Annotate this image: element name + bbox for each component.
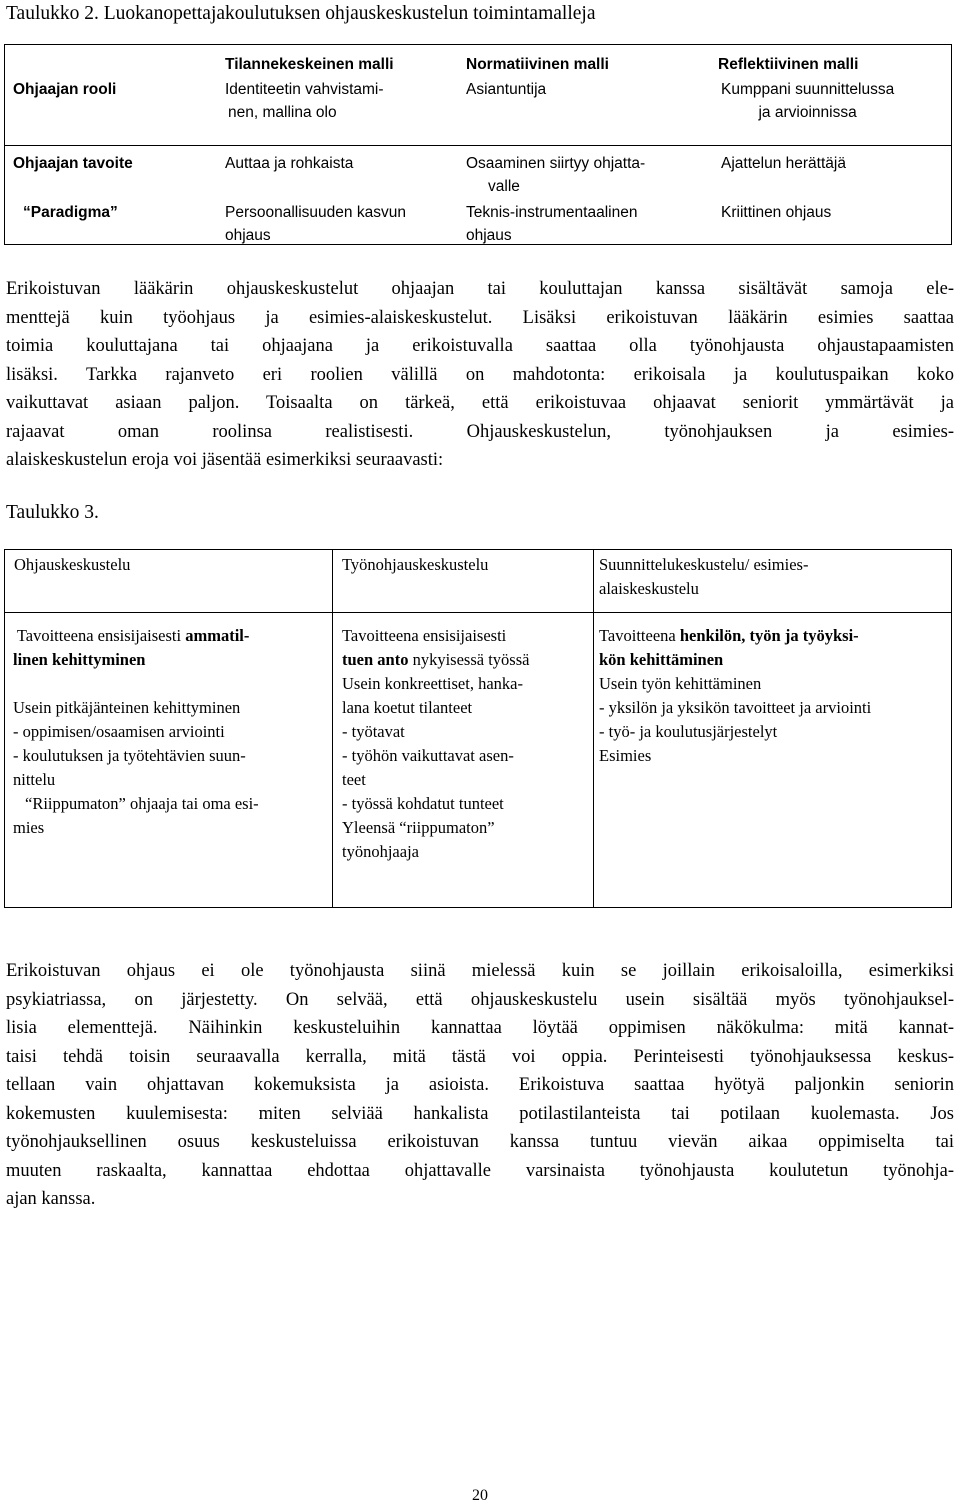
table-3-col-planning: Tavoitteena henkilön, työn ja työyksi- kön kehittäminen Usein työn kehittäminen - yksilön ja yksikön tavoitteet ja arviointi - työ- ja koulutusjärjestelyt Esimies	[599, 624, 949, 768]
page-number: 20	[472, 1487, 488, 1504]
table-divider	[5, 145, 951, 146]
table-divider	[332, 550, 333, 907]
spacer	[13, 672, 325, 696]
text-line: tuen anto nykyisessä työssä	[342, 650, 530, 669]
table-cell: Kriittinen ohjaus	[721, 204, 832, 221]
table-cell: Ajattelun herättäjä	[721, 155, 846, 172]
body-paragraph: Erikoistuvan ohjaus ei ole työnohjausta siinä mielessä kuin se joillain erikoisaloilla, esimerkiksi psykiatriassa, on järjestetty. On selvää, että ohjauskeskustelu usein sisältää myös työnohjauksel- lisia elementtejä. Näihinkin keskusteluihin kannattaa löytää oppimisen näkökulma: mitä kannat- taisi tehdä toisin seuraavalla kerralla, mitä tästä voi oppia. Perinteisesti työnohjauksessa keskus- tellaan vain ohjattavan kokemuksista ja asioista. Erikoistuva saattaa hyötyä paljonkin seniorin kokemusten kuulemisesta: miten selviää hankalista potilastilanteista tai potilaan kuolemasta. Jos työnohjauksellinen osuus keskusteluissa erikoistuvan kanssa tuntuu vievän aikaa oppimiselta tai muuten raskaalta, kannattaa ehdottaa ohjattavalle varsinaista työnohjausta koulutetun työnohja- ajan kanssa.	[6, 961, 954, 1209]
table-cell: Persoonallisuuden kasvun ohjaus	[225, 204, 406, 244]
table-2-header-reflective: Reflektiivinen malli	[718, 56, 859, 73]
body-paragraph: Erikoistuvan lääkärin ohjauskeskustelut ohjaajan tai kouluttajan kanssa sisältävät samoja ele- menttejä kuin työohjaus ja esimies-alaiskeskustelut. Lisäksi erikoistuvan lääkärin esimies saattaa toimia kouluttajana tai ohjaajana ja erikoistuvalla saattaa olla työnohjausta ohjaustapaamisten lisäksi. Tarkka rajanveto eri roolien välillä on mahdotonta: erikoisala ja koulutuspaikan koko vaikuttavat asiaan paljon. Toisaalta on tärkeä, että erikoistuvaa ohjaavat seniorit ymmärtävät ja rajaavat oman roolinsa realistisesti. Ohjauskeskustelun, työnohjauksen ja esimies- alaiskeskustelun eroja voi jäsentää esimerkiksi seuraavasti:	[6, 279, 954, 470]
table-3-caption: Taulukko 3.	[6, 502, 99, 523]
table-3	[4, 549, 952, 908]
table-2-caption: Taulukko 2. Luokanopettajakoulutuksen ohjauskeskustelun toimintamalleja	[6, 3, 596, 24]
table-cell: Kumppani suunnittelussa ja arvioinnissa	[721, 81, 895, 121]
table-2	[4, 44, 952, 245]
table-3-header-planning: Suunnittelukeskustelu/ esimies- alaiskeskustelu	[599, 555, 809, 598]
row-label-role: Ohjaajan rooli	[13, 81, 117, 98]
text-line: Tavoitteena ensisijaisesti ammatil-	[13, 626, 250, 645]
table-divider	[5, 612, 951, 613]
text-line: Tavoitteena henkilön, työn ja työyksi-	[599, 626, 859, 645]
table-cell: Asiantuntija	[466, 81, 547, 98]
text-line: kön kehittäminen	[599, 650, 724, 669]
table-3-col-work-supervision: Tavoitteena ensisijaisesti tuen anto nykyisessä työssä Usein konkreettiset, hanka- lana koetut tilanteet - työtavat - työhön vaikuttavat asen- teet - työssä kohdatut tunteet Yleensä “riippumaton” työnohjaaja	[342, 624, 587, 864]
table-divider	[593, 550, 594, 907]
table-3-header-work-supervision: Työnohjauskeskustelu	[342, 555, 489, 574]
row-label-paradigm: “Paradigma”	[23, 204, 118, 221]
text-line: linen kehittyminen	[13, 650, 146, 669]
table-2-header-normative: Normatiivinen malli	[466, 56, 609, 73]
table-2-header-situational: Tilannekeskeinen malli	[225, 56, 394, 73]
table-3-header-supervision: Ohjauskeskustelu	[14, 555, 131, 574]
table-cell: Teknis-instrumentaalinen ohjaus	[466, 204, 638, 244]
table-cell: Osaaminen siirtyy ohjatta- valle	[466, 155, 646, 195]
table-cell: Identiteetin vahvistami- nen, mallina olo	[225, 81, 384, 121]
table-3-col-supervision: Tavoitteena ensisijaisesti ammatil- linen kehittyminen Usein pitkäjänteinen kehittyminen - oppimisen/osaamisen arviointi - koulutuksen ja työtehtävien suun- nittelu “Riippumaton” ohjaaja tai oma esi- mies	[13, 624, 325, 840]
row-label-goal: Ohjaajan tavoite	[13, 155, 133, 172]
table-cell: Auttaa ja rohkaista	[225, 155, 354, 172]
